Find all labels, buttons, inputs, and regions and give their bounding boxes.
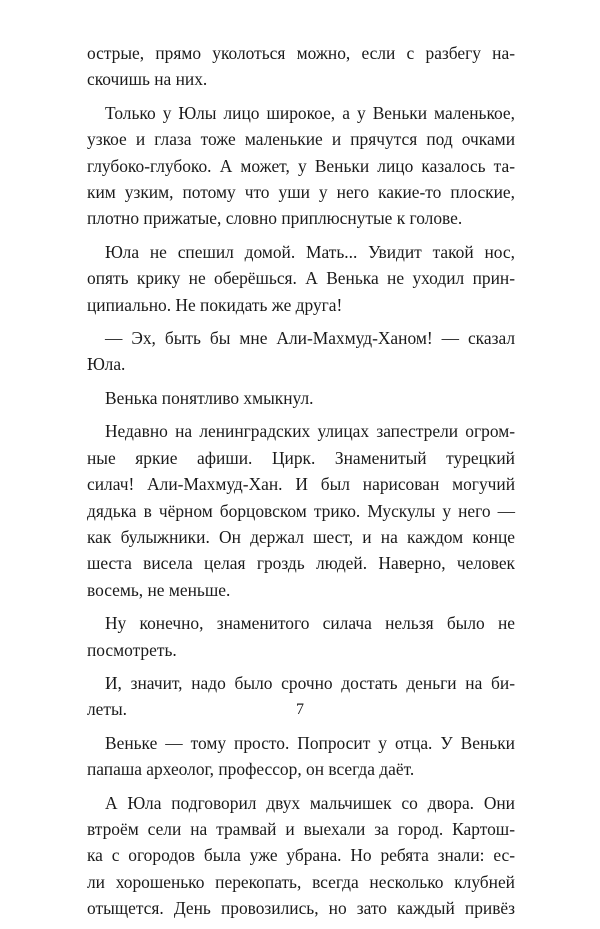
text-line: Венька понятливо хмыкнул.: [105, 387, 314, 408]
text-line: отыщется. День провозились, но зато каждый привёз: [87, 898, 515, 919]
text-line: ципиально. Не покидать же друга!: [87, 294, 343, 315]
text-line: А Юла подговорил двух мальчишек со двора. Они: [105, 792, 515, 813]
text-line: опять крику не оберёшься. А Венька не уходил прин-: [87, 268, 515, 289]
text-line: глубоко-глубоко. А может, у Веньки лицо казалось та-: [87, 155, 515, 176]
paragraph-9: [87, 730, 515, 783]
text-line: Ну конечно, знаменитого силача нельзя было не: [105, 613, 515, 634]
text-line: Недавно на ленинградских улицах запестрели огром-: [105, 421, 515, 442]
text-line: ка с огородов была уже убрана. Но ребята знали: ес-: [87, 845, 515, 866]
text-line: силач! Али-Махмуд-Хан. И был нарисован могучий: [87, 474, 515, 495]
text-line: Веньке — тому просто. Попросит у отца. У Веньки: [105, 732, 515, 753]
book-page-text: [87, 40, 515, 929]
paragraph-2: [87, 100, 515, 232]
paragraph-3: [87, 239, 515, 318]
text-line: леты.: [87, 699, 128, 720]
text-line: ли хорошенько перекопать, всегда несколько клубней: [87, 871, 515, 892]
text-line: — Эх, быть бы мне Али-Махмуд-Ханом! — сказал: [105, 328, 515, 349]
page-number: 7: [296, 701, 304, 718]
text-line: шеста висела целая гроздь людей. Наверно, человек: [87, 553, 515, 574]
paragraph-10: [87, 790, 515, 922]
paragraph-5: [87, 385, 515, 411]
text-line: как булыжники. Он держал шест, и на каждом конце: [87, 526, 515, 547]
text-line: плотно прижатые, словно приплюснутые к голове.: [87, 208, 463, 229]
text-line: И, значит, надо было срочно достать деньги на би-: [105, 672, 515, 693]
text-line: втроём сели на трамвай и выехали за город. Картош-: [87, 818, 515, 839]
text-line: дядька в чёрном борцовском трико. Мускулы у него —: [87, 500, 515, 521]
text-line: острые, прямо уколоться можно, если с разбегу на-: [87, 43, 515, 63]
paragraph-4: [87, 325, 515, 378]
paragraph-6: [87, 418, 515, 603]
paragraph-7: [87, 610, 515, 663]
text-line: Только у Юлы лицо широкое, а у Веньки маленькое,: [105, 102, 515, 123]
text-line: узкое и глаза тоже маленькие и прячутся под очками: [87, 129, 515, 150]
text-line: посмотреть.: [87, 639, 177, 660]
text-line: ким узким, потому что уши у него какие-то плоские,: [87, 182, 515, 203]
text-line: Юла.: [87, 354, 126, 375]
paragraph-1: [87, 40, 515, 93]
text-line: Юла не спешил домой. Мать... Увидит такой нос,: [105, 241, 515, 262]
text-line: восемь, не меньше.: [87, 579, 231, 600]
text-line: скочишь на них.: [87, 69, 208, 90]
text-line: ные яркие афиши. Цирк. Знаменитый турецкий: [87, 447, 515, 468]
text-line: папаша археолог, профессор, он всегда даёт.: [87, 759, 415, 780]
